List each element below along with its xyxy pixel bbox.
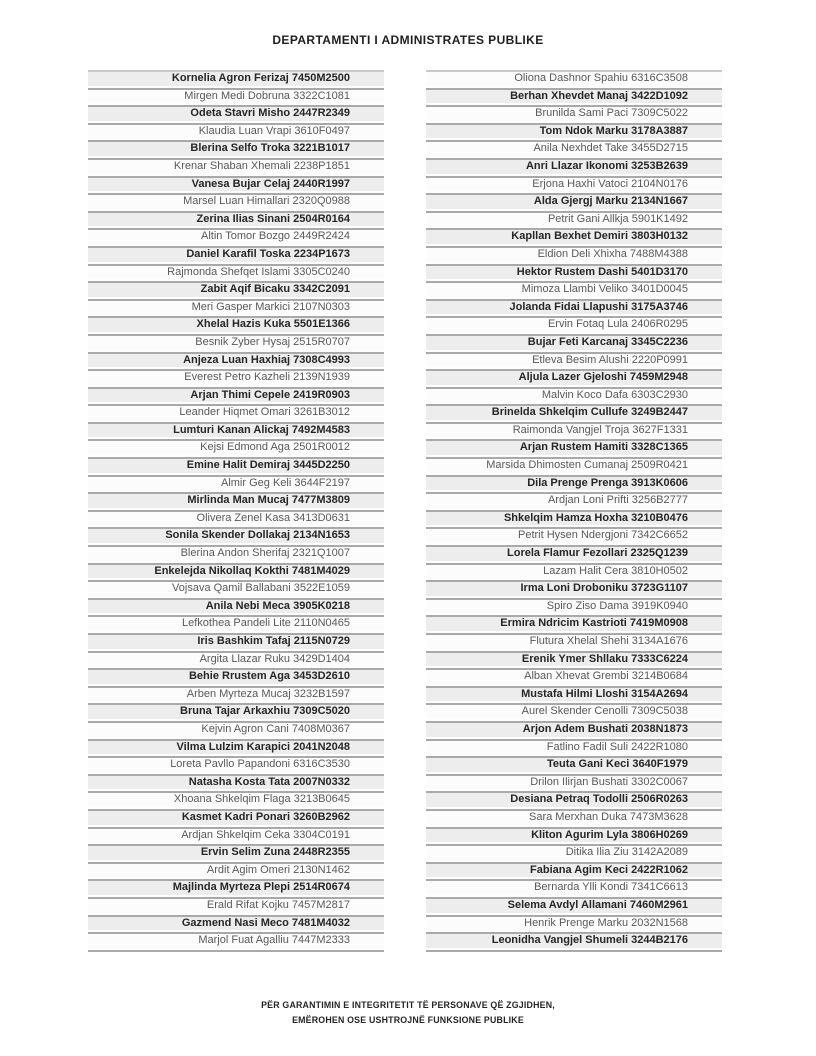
person-entry: Emine Halit Demiraj 3445D2250 — [88, 459, 384, 473]
person-entry: Meri Gasper Markici 2107N0303 — [88, 301, 384, 315]
person-entry: Ardit Agim Omeri 2130N1462 — [88, 864, 384, 878]
list-item — [426, 791, 722, 809]
list-item — [426, 176, 722, 194]
person-entry: Henrik Prenge Marku 2032N1568 — [426, 917, 722, 931]
person-entry: Oliona Dashnor Spahiu 6316C3508 — [426, 72, 722, 86]
person-entry: Kejsi Edmond Aga 2501R0012 — [88, 441, 384, 455]
person-entry: Blerina Selfo Troka 3221B1017 — [88, 142, 384, 156]
person-entry: Selema Avdyl Allamani 7460M2961 — [426, 899, 722, 913]
person-entry: Alban Xhevat Grembi 3214B0684 — [426, 670, 722, 684]
list-item — [88, 176, 384, 194]
list-item — [426, 809, 722, 827]
person-entry: Petrit Hysen Ndergjoni 7342C6652 — [426, 529, 722, 543]
person-entry: Lumturi Kanan Alickaj 7492M4583 — [88, 424, 384, 438]
list-item — [426, 246, 722, 264]
person-entry: Bruna Tajar Arkaxhiu 7309C5020 — [88, 705, 384, 719]
list-item — [88, 932, 384, 950]
person-entry: Anila Nexhdet Take 3455D2715 — [426, 142, 722, 156]
person-entry: Shkelqim Hamza Hoxha 3210B0476 — [426, 512, 722, 526]
person-entry: Anila Nebi Meca 3905K0218 — [88, 600, 384, 614]
person-entry: Marsel Luan Himallari 2320Q0988 — [88, 195, 384, 209]
list-item — [426, 703, 722, 721]
list-item — [88, 439, 384, 457]
list-item — [426, 580, 722, 598]
person-entry: Flutura Xhelal Shehi 3134A1676 — [426, 635, 722, 649]
person-entry: Xhelal Hazis Kuka 5501E1366 — [88, 318, 384, 332]
list-item — [88, 510, 384, 528]
list-item — [426, 721, 722, 739]
person-entry: Arjon Adem Bushati 2038N1873 — [426, 723, 722, 737]
person-entry: Blerina Andon Sherifaj 2321Q1007 — [88, 547, 384, 561]
list-item — [426, 264, 722, 282]
list-item — [426, 563, 722, 581]
list-item — [88, 299, 384, 317]
list-item — [426, 668, 722, 686]
list-item — [426, 70, 722, 88]
list-item — [426, 527, 722, 545]
list-item — [88, 598, 384, 616]
person-entry: Kasmet Kadri Ponari 3260B2962 — [88, 811, 384, 825]
list-item — [426, 211, 722, 229]
person-entry: Xhoana Shkelqim Flaga 3213B0645 — [88, 793, 384, 807]
list-item — [88, 140, 384, 158]
person-entry: Argita Llazar Ruku 3429D1404 — [88, 653, 384, 667]
person-entry: Marjol Fuat Agalliu 7447M2333 — [88, 934, 384, 948]
list-item — [426, 422, 722, 440]
person-entry: Vilma Lulzim Karapici 2041N2048 — [88, 741, 384, 755]
person-entry: Mustafa Hilmi Lloshi 3154A2694 — [426, 688, 722, 702]
list-item — [88, 193, 384, 211]
person-entry: Alda Gjergj Marku 2134N1667 — [426, 195, 722, 209]
list-item — [88, 228, 384, 246]
list-item — [426, 774, 722, 792]
person-entry: Berhan Xhevdet Manaj 3422D1092 — [426, 90, 722, 104]
list-item — [88, 352, 384, 370]
person-entry: Malvin Koco Dafa 6303C2930 — [426, 389, 722, 403]
person-entry: Zerina Ilias Sinani 2504R0164 — [88, 213, 384, 227]
list-item — [88, 316, 384, 334]
person-entry: Lefkothea Pandeli Lite 2110N0465 — [88, 617, 384, 631]
list-item — [426, 756, 722, 774]
list-item — [426, 615, 722, 633]
list-item — [426, 228, 722, 246]
list-item — [426, 105, 722, 123]
list-item — [88, 246, 384, 264]
list-item — [88, 774, 384, 792]
list-item — [88, 158, 384, 176]
person-entry: Arben Myrteza Mucaj 3232B1597 — [88, 688, 384, 702]
person-entry: Gazmend Nasi Meco 7481M4032 — [88, 917, 384, 931]
list-item — [88, 387, 384, 405]
person-entry: Bujar Feti Karcanaj 3345C2236 — [426, 336, 722, 350]
list-item — [426, 915, 722, 933]
person-entry: Behie Rrustem Aga 3453D2610 — [88, 670, 384, 684]
list-item — [426, 739, 722, 757]
list-item — [88, 264, 384, 282]
person-entry: Aljula Lazer Gjeloshi 7459M2948 — [426, 371, 722, 385]
list-item — [88, 422, 384, 440]
list-item — [88, 827, 384, 845]
person-entry: Daniel Karafil Toska 2234P1673 — [88, 248, 384, 262]
list-item — [88, 703, 384, 721]
list-item — [88, 281, 384, 299]
person-entry: Ervin Fotaq Lula 2406R0295 — [426, 318, 722, 332]
list-item — [426, 651, 722, 669]
person-entry: Anjeza Luan Haxhiaj 7308C4993 — [88, 354, 384, 368]
person-entry: Rajmonda Shefqet Islami 3305C0240 — [88, 266, 384, 280]
list-item — [426, 879, 722, 897]
list-item — [426, 316, 722, 334]
person-entry: Natasha Kosta Tata 2007N0332 — [88, 776, 384, 790]
person-entry: Leander Hiqmet Omari 3261B3012 — [88, 406, 384, 420]
list-item — [88, 123, 384, 141]
person-entry: Sonila Skender Dollakaj 2134N1653 — [88, 529, 384, 543]
list-item — [426, 193, 722, 211]
person-entry: Lorela Flamur Fezollari 2325Q1239 — [426, 547, 722, 561]
footer-line-1: PËR GARANTIMIN E INTEGRITETIT TË PERSONAVE QË ZGJIDHEN, — [261, 1000, 555, 1010]
list-item — [426, 457, 722, 475]
person-entry: Enkelejda Nikollaq Kokthi 7481M4029 — [88, 565, 384, 579]
person-entry: Vojsava Qamil Ballabani 3522E1059 — [88, 582, 384, 596]
list-item — [426, 387, 722, 405]
name-list-column-left — [88, 70, 384, 952]
person-entry: Aurel Skender Cenolli 7309C5038 — [426, 705, 722, 719]
name-list-column-right — [426, 70, 722, 952]
person-entry: Kliton Agurim Lyla 3806H0269 — [426, 829, 722, 843]
two-column-list — [88, 70, 722, 952]
person-entry: Marsida Dhimosten Cumanaj 2509R0421 — [426, 459, 722, 473]
person-entry: Ervin Selim Zuna 2448R2355 — [88, 846, 384, 860]
list-item — [426, 369, 722, 387]
list-item — [426, 862, 722, 880]
person-entry: Erenik Ymer Shllaku 7333C6224 — [426, 653, 722, 667]
list-item — [426, 439, 722, 457]
person-entry: Kapllan Bexhet Demiri 3803H0132 — [426, 230, 722, 244]
person-entry: Brunilda Sami Paci 7309C5022 — [426, 107, 722, 121]
list-item — [426, 352, 722, 370]
person-entry: Bernarda Ylli Kondi 7341C6613 — [426, 881, 722, 895]
person-entry: Kornelia Agron Ferizaj 7450M2500 — [88, 72, 384, 86]
list-item — [426, 598, 722, 616]
person-entry: Almir Geg Keli 3644F2197 — [88, 477, 384, 491]
list-item — [426, 475, 722, 493]
person-entry: Odeta Stavri Misho 2447R2349 — [88, 107, 384, 121]
person-entry: Mirlinda Man Mucaj 7477M3809 — [88, 494, 384, 508]
list-item — [426, 123, 722, 141]
person-entry: Vanesa Bujar Celaj 2440R1997 — [88, 178, 384, 192]
list-item — [88, 457, 384, 475]
person-entry: Eldion Deli Xhixha 7488M4388 — [426, 248, 722, 262]
list-item — [426, 545, 722, 563]
list-item — [88, 88, 384, 106]
person-entry: Lazam Halit Cera 3810H0502 — [426, 565, 722, 579]
person-entry: Fatlino Fadil Suli 2422R1080 — [426, 741, 722, 755]
list-item — [88, 563, 384, 581]
list-item — [426, 140, 722, 158]
list-item — [88, 211, 384, 229]
person-entry: Everest Petro Kazheli 2139N1939 — [88, 371, 384, 385]
list-item — [88, 369, 384, 387]
person-entry: Arjan Rustem Hamiti 3328C1365 — [426, 441, 722, 455]
person-entry: Klaudia Luan Vrapi 3610F0497 — [88, 125, 384, 139]
person-entry: Arjan Thimi Cepele 2419R0903 — [88, 389, 384, 403]
list-item — [426, 686, 722, 704]
person-entry: Spiro Ziso Dama 3919K0940 — [426, 600, 722, 614]
person-entry: Mimoza Llambi Veliko 3401D0045 — [426, 283, 722, 297]
list-item — [426, 334, 722, 352]
person-entry: Desiana Petraq Todolli 2506R0263 — [426, 793, 722, 807]
list-item — [88, 756, 384, 774]
list-item — [88, 739, 384, 757]
list-item — [426, 281, 722, 299]
footer-line-2: EMËROHEN OSE USHTROJNË FUNKSIONE PUBLIKE — [292, 1014, 524, 1025]
person-entry: Kejvin Agron Cani 7408M0367 — [88, 723, 384, 737]
person-entry: Olivera Zenel Kasa 3413D0631 — [88, 512, 384, 526]
list-item — [88, 527, 384, 545]
list-item — [426, 897, 722, 915]
person-entry: Hektor Rustem Dashi 5401D3170 — [426, 266, 722, 280]
list-item — [88, 809, 384, 827]
person-entry: Anri Llazar Ikonomi 3253B2639 — [426, 160, 722, 174]
person-entry: Erald Rifat Kojku 7457M2817 — [88, 899, 384, 913]
person-entry: Majlinda Myrteza Plepi 2514R0674 — [88, 881, 384, 895]
list-item — [426, 932, 722, 950]
list-item — [88, 580, 384, 598]
person-entry: Ardjan Shkelqim Ceka 3304C0191 — [88, 829, 384, 843]
list-item — [88, 615, 384, 633]
person-entry: Dila Prenge Prenga 3913K0606 — [426, 477, 722, 491]
list-item — [88, 404, 384, 422]
person-entry: Zabit Aqif Bicaku 3342C2091 — [88, 283, 384, 297]
person-entry: Jolanda Fidai Llapushi 3175A3746 — [426, 301, 722, 315]
list-item — [88, 545, 384, 563]
list-item — [88, 70, 384, 88]
list-item — [426, 88, 722, 106]
list-item — [426, 827, 722, 845]
person-entry: Ardjan Loni Prifti 3256B2777 — [426, 494, 722, 508]
list-item — [88, 633, 384, 651]
list-item — [88, 844, 384, 862]
list-item — [88, 721, 384, 739]
list-item — [88, 915, 384, 933]
list-item — [88, 879, 384, 897]
list-item — [88, 686, 384, 704]
person-entry: Ditika Ilia Ziu 3142A2089 — [426, 846, 722, 860]
person-entry: Sara Merxhan Duka 7473M3628 — [426, 811, 722, 825]
list-item — [88, 862, 384, 880]
person-entry: Loreta Pavllo Papandoni 6316C3530 — [88, 758, 384, 772]
person-entry: Iris Bashkim Tafaj 2115N0729 — [88, 635, 384, 649]
list-item — [88, 651, 384, 669]
person-entry: Mirgen Medi Dobruna 3322C1081 — [88, 90, 384, 104]
person-entry: Drilon Ilirjan Bushati 3302C0067 — [426, 776, 722, 790]
list-item — [426, 844, 722, 862]
list-item — [88, 897, 384, 915]
list-item — [88, 668, 384, 686]
person-entry: Besnik Zyber Hysaj 2515R0707 — [88, 336, 384, 350]
person-entry: Krenar Shaban Xhemali 2238P1851 — [88, 160, 384, 174]
person-entry: Irma Loni Droboniku 3723G1107 — [426, 582, 722, 596]
list-item — [88, 105, 384, 123]
list-item — [88, 492, 384, 510]
list-item — [88, 475, 384, 493]
list-item — [426, 158, 722, 176]
person-entry: Fabiana Agim Keci 2422R1062 — [426, 864, 722, 878]
page-title: DEPARTAMENTI I ADMINISTRATES PUBLIKE — [272, 33, 544, 47]
person-entry: Ermira Ndricim Kastrioti 7419M0908 — [426, 617, 722, 631]
list-item — [426, 510, 722, 528]
person-entry: Brinelda Shkelqim Cullufe 3249B2447 — [426, 406, 722, 420]
person-entry: Teuta Gani Keci 3640F1979 — [426, 758, 722, 772]
list-item — [426, 492, 722, 510]
page-footer — [0, 998, 816, 1027]
list-item — [426, 299, 722, 317]
list-item — [88, 334, 384, 352]
list-item — [426, 404, 722, 422]
person-entry: Raimonda Vangjel Troja 3627F1331 — [426, 424, 722, 438]
person-entry: Altin Tomor Bozgo 2449R2424 — [88, 230, 384, 244]
person-entry: Leonidha Vangjel Shumeli 3244B2176 — [426, 934, 722, 948]
person-entry: Etleva Besim Alushi 2220P0991 — [426, 354, 722, 368]
person-entry: Erjona Haxhi Vatoci 2104N0176 — [426, 178, 722, 192]
person-entry: Tom Ndok Marku 3178A3887 — [426, 125, 722, 139]
person-entry: Petrit Gani Allkja 5901K1492 — [426, 213, 722, 227]
list-item — [426, 633, 722, 651]
list-item — [88, 791, 384, 809]
